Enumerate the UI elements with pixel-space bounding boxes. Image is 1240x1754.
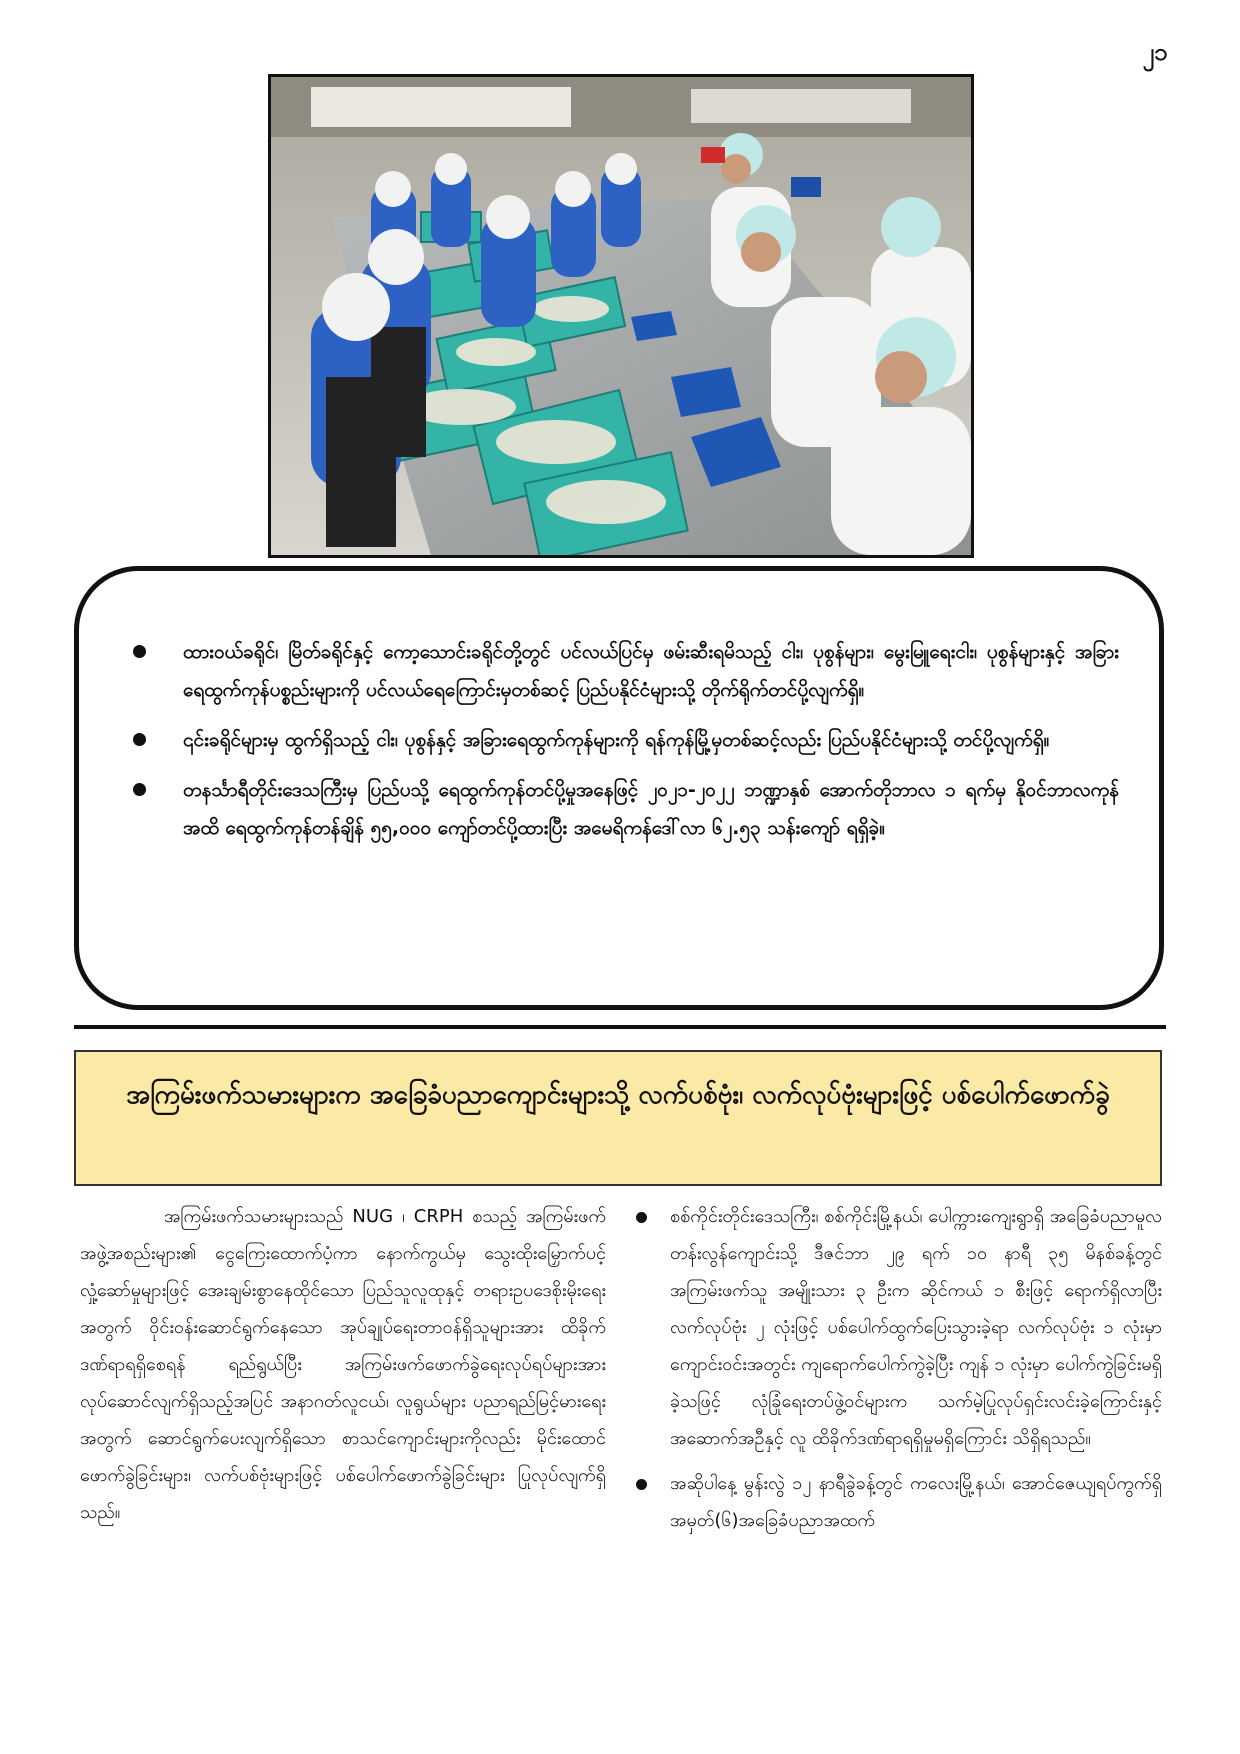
article-bullet-text: အဆိုပါနေ့ မွန်းလွဲ ၁၂ နာရီခွဲခန့်တွင် ကလေးမြို့နယ်၊ အောင်ဇေယျရပ်ကွက်ရှိ အမှတ်(၆)အခြေခံပညာအထက် bbox=[670, 1473, 1162, 1531]
fish-processing-photo bbox=[268, 74, 974, 558]
article-headline-box bbox=[74, 1050, 1162, 1186]
bullet-icon bbox=[636, 1212, 647, 1223]
article-bullet-item bbox=[632, 1465, 1162, 1539]
summary-item-text: တနင်္သာရီတိုင်းဒေသကြီးမှ ပြည်ပသို့ ရေထွက်ကုန်တင်ပို့မှုအနေဖြင့် ၂၀၂၁-၂၀၂၂ ဘဏ္ဍာနှစ် အောက်တိုဘာလ ၁ ရက်မှ နိုဝင်ဘာလကုန်အထိ ရေထွက်ကုန်တန်ချိန် ၅၅,၀၀၀ ကျော်တင်ပို့ထားပြီး အမေရိကန်ဒေါ်လာ ၆၂.၅၃ သန်းကျော် ရရှိခဲ့။ bbox=[183, 779, 1119, 839]
photo-illustration bbox=[271, 77, 971, 555]
article-left-column bbox=[80, 1198, 606, 1698]
bullet-icon bbox=[636, 1479, 647, 1490]
article-bullet-list bbox=[632, 1198, 1162, 1539]
summary-box bbox=[74, 566, 1164, 1010]
summary-item-text: ထားဝယ်ခရိုင်၊ မြိတ်ခရိုင်နှင့် ကော့သောင်းခရိုင်တို့တွင် ပင်လယ်ပြင်မှ ဖမ်းဆီးရမိသည့် ငါး၊ ပုစွန်များ၊ မွေးမြူရေးငါး၊ ပုစွန်များနှင့် အခြားရေထွက်ကုန်ပစ္စည်းများကို ပင်လယ်ရေကြောင်းမှတစ်ဆင့် ပြည်ပနိုင်ငံများသို့ တိုက်ရိုက်တင်ပို့လျက်ရှိ။ bbox=[183, 641, 1119, 701]
summary-list bbox=[79, 571, 1159, 847]
article-bullet-item bbox=[632, 1198, 1162, 1457]
summary-item bbox=[133, 771, 1119, 847]
bullet-icon bbox=[133, 733, 146, 746]
bullet-icon bbox=[133, 783, 146, 796]
section-divider bbox=[74, 1025, 1166, 1029]
article-headline: အကြမ်းဖက်သမားများက အခြေခံပညာကျောင်းများသို့ လက်ပစ်ဗုံး၊ လက်လုပ်ဗုံးများဖြင့် ပစ်ပေါက်ဖောက်ခွဲ bbox=[126, 1080, 1110, 1110]
summary-item bbox=[133, 721, 1119, 759]
article-right-column bbox=[632, 1198, 1162, 1738]
page-number: ၂၁ bbox=[1142, 38, 1168, 66]
article-bullet-text: စစ်ကိုင်းတိုင်းဒေသကြီး၊ စစ်ကိုင်းမြို့နယ်၊ ပေါက္ကားကျေးရွာရှိ အခြေခံပညာမူလတန်းလွန်ကျောင်းသို့ ဒီဇင်ဘာ ၂၉ ရက် ၁၀ နာရီ ၃၅ မိနစ်ခန့်တွင် အကြမ်းဖက်သူ အမျိုးသား ၃ ဦးက ဆိုင်ကယ် ၁ စီးဖြင့် ရောက်ရှိလာပြီး လက်လုပ်ဗုံး ၂ လုံးဖြင့် ပစ်ပေါက်ထွက်ပြေးသွားခဲ့ရာ လက်လုပ်ဗုံး ၁ လုံးမှာ ကျောင်းဝင်းအတွင်း ကျရောက်ပေါက်ကွဲခဲ့ပြီး ကျန် ၁ လုံးမှာ ပေါက်ကွဲခြင်းမရှိခဲ့သဖြင့် လုံခြုံရေးတပ်ဖွဲ့ဝင်များက သက်မဲ့ပြုလုပ်ရှင်းလင်းခဲ့ကြောင်းနှင့် အဆောက်အဦနှင့် လူ ထိခိုက်ဒဏ်ရာရရှိမှုမရှိကြောင်း သိရှိရသည်။ bbox=[670, 1206, 1162, 1449]
summary-item bbox=[133, 633, 1119, 709]
summary-item-text: ၎င်းခရိုင်များမှ ထွက်ရှိသည့် ငါး၊ ပုစွန်နှင့် အခြားရေထွက်ကုန်များကို ရန်ကုန်မြို့မှတစ်ဆင့်လည်း ပြည်ပနိုင်ငံများသို့ တင်ပို့လျက်ရှိ။ bbox=[183, 729, 1050, 751]
article-paragraph: အကြမ်းဖက်သမားများသည် NUG ၊ CRPH စသည့် အကြမ်းဖက်အဖွဲ့အစည်းများ၏ ငွေကြေးထောက်ပံ့ကာ နောက်ကွယ်မှ သွေးထိုးမြှောက်ပင့်လှုံ့ဆော်မှုများဖြင့် အေးချမ်းစွာနေထိုင်သော ပြည်သူလူထုနှင့် တရားဥပဒေစိုးမိုးရေးအတွက် ဝိုင်းဝန်းဆောင်ရွက်နေသော အုပ်ချုပ်ရေးတာဝန်ရှိသူများအား ထိခိုက်ဒဏ်ရာရရှိစေရန် ရည်ရွယ်ပြီး အကြမ်းဖက်ဖောက်ခွဲရေးလုပ်ရပ်များအား လုပ်ဆောင်လျက်ရှိသည့်အပြင် အနာဂတ်လူငယ်၊ လူရွယ်များ ပညာရည်မြင့်မားရေးအတွက် ဆောင်ရွက်ပေးလျက်ရှိသော စာသင်ကျောင်းများကိုလည်း မိုင်းထောင်ဖောက်ခွဲခြင်းများ၊ လက်ပစ်ဗုံးများဖြင့် ပစ်ပေါက်ဖောက်ခွဲခြင်းများ ပြုလုပ်လျက်ရှိသည်။ bbox=[80, 1206, 606, 1523]
bullet-icon bbox=[133, 645, 146, 658]
